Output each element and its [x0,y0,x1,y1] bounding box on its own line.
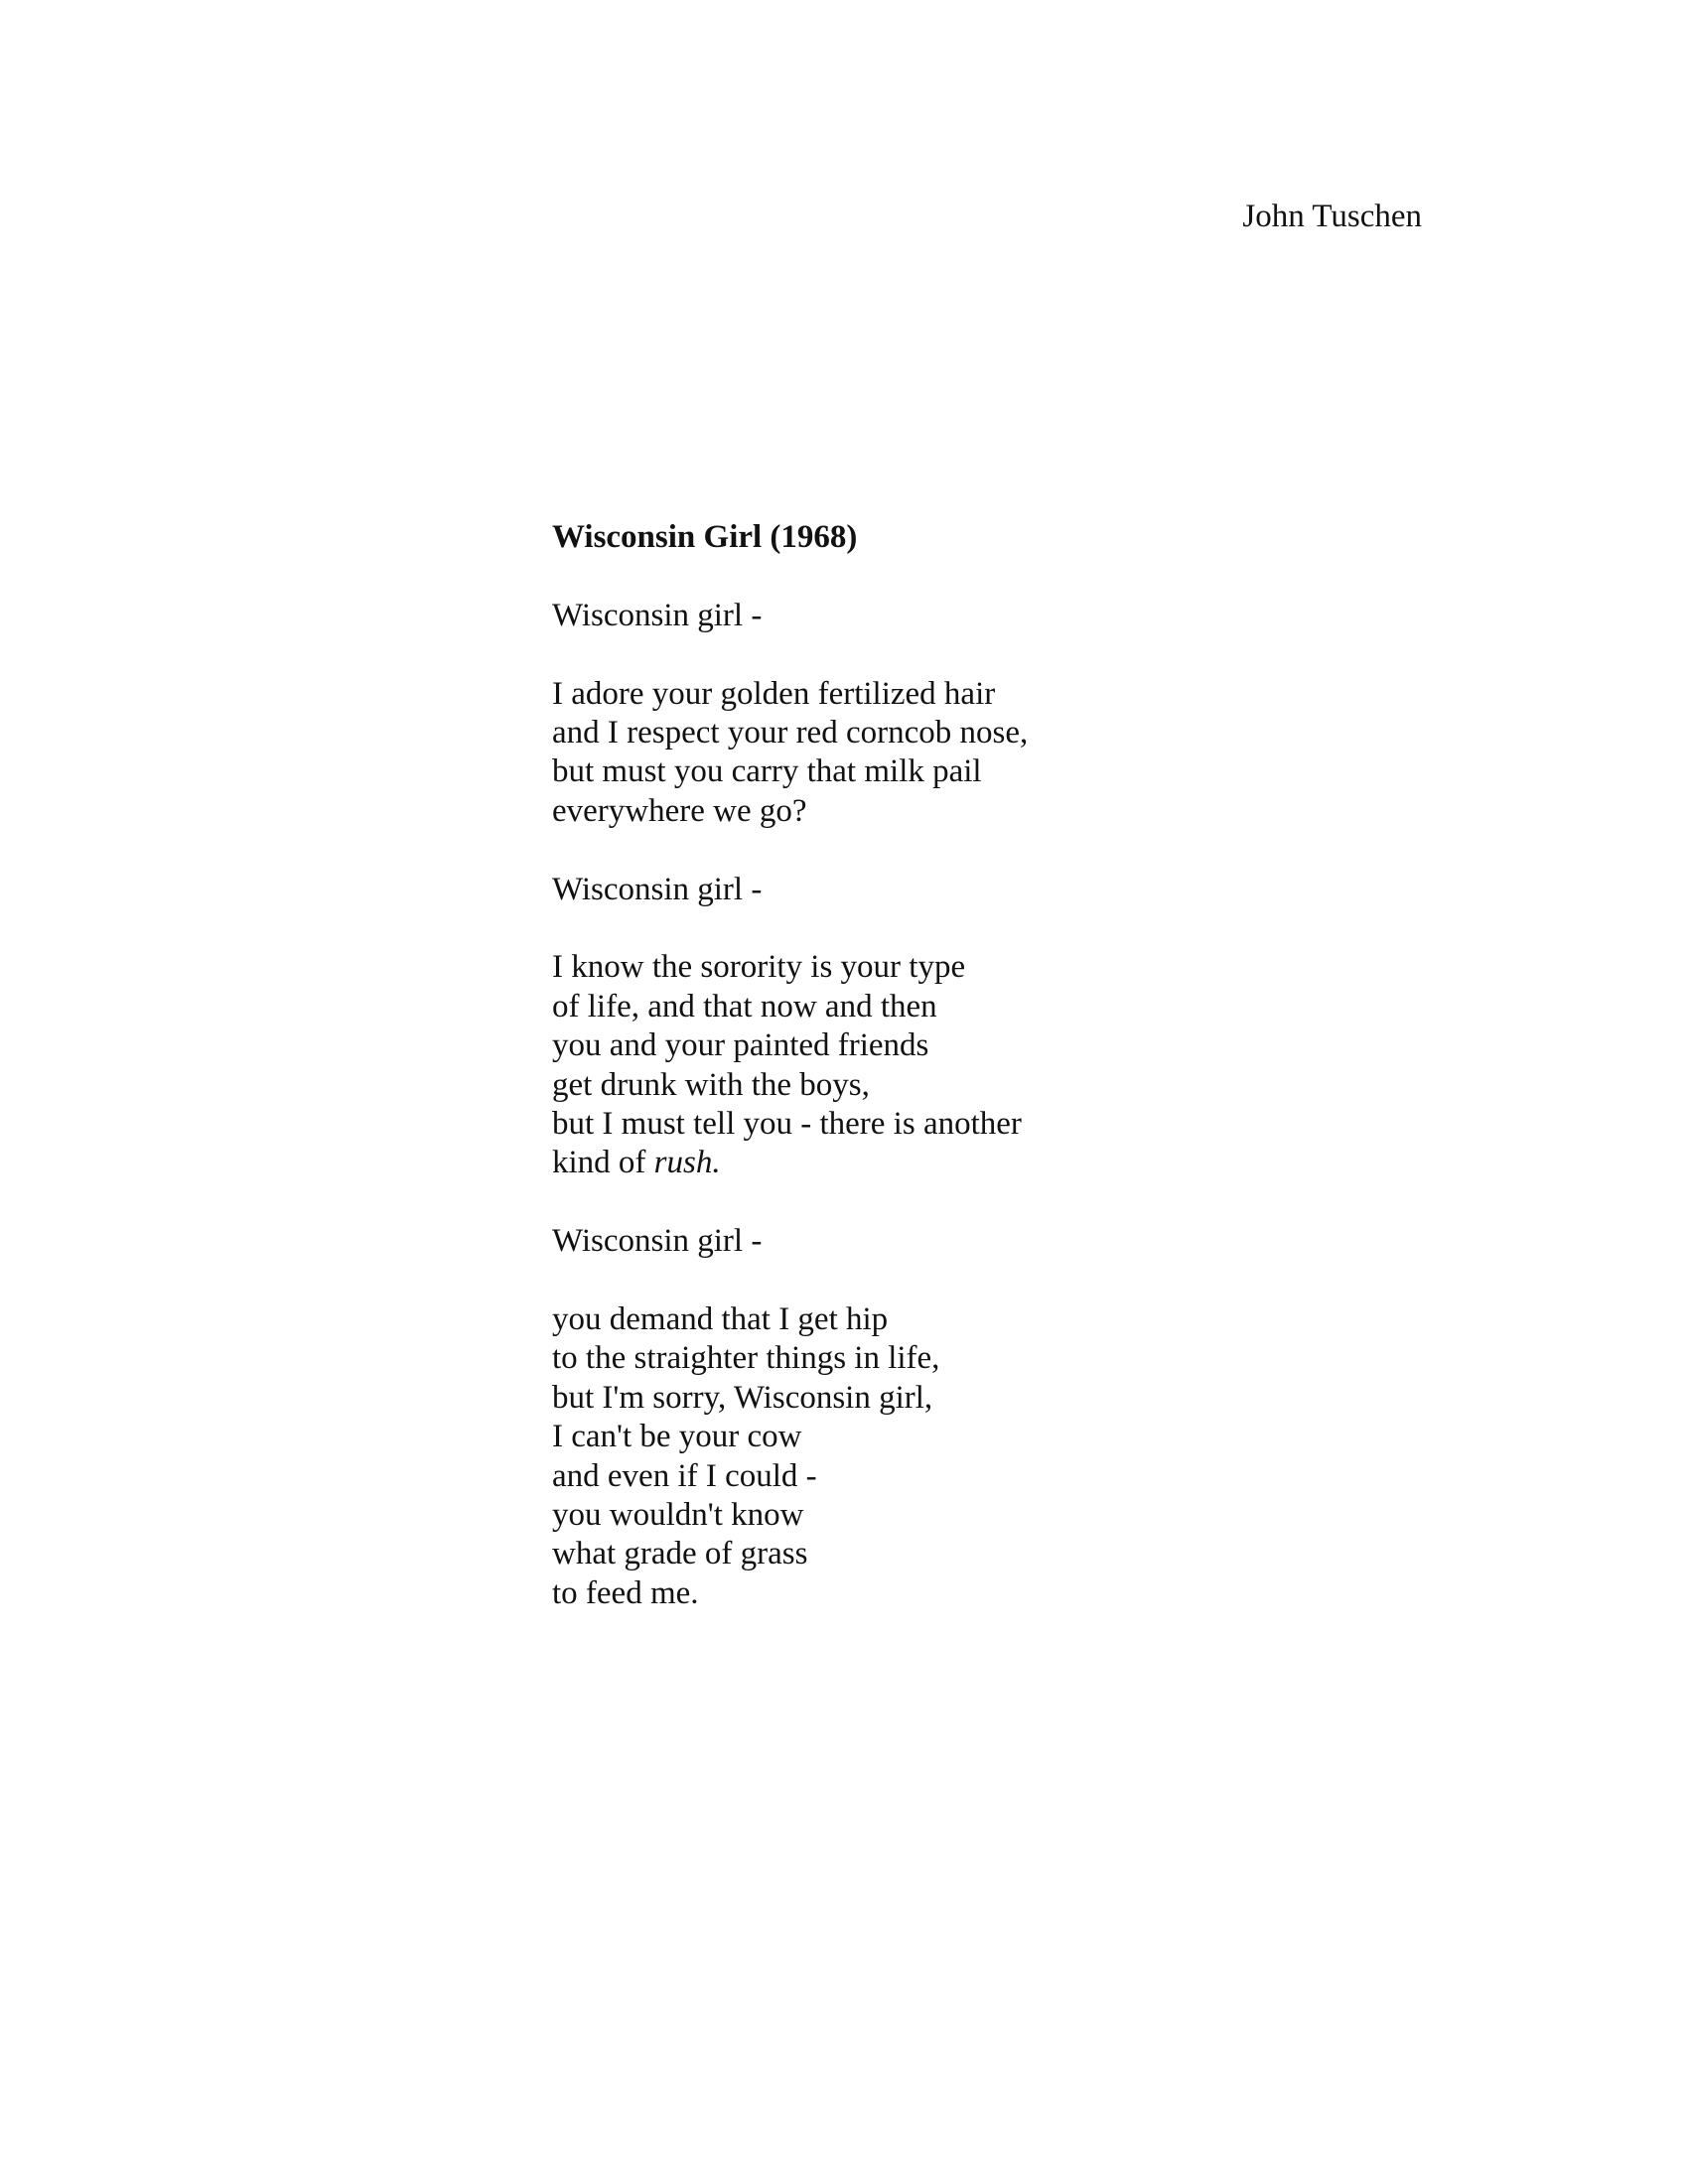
poem-line: everywhere we go? [552,792,807,829]
poem-line: to the straighter things in life, [552,1340,940,1377]
poem-line-prefix: kind of [552,1145,654,1181]
poem-line: you and your painted friends [552,1027,929,1064]
stanza-1 [552,675,1446,832]
poem-line: I adore your golden fertilized hair [552,675,996,712]
poem [552,518,1446,1613]
poem-line: I know the sorority is your type [552,949,966,986]
poem-line: you wouldn't know [552,1497,804,1534]
stanza-break [552,557,1446,596]
poem-line: I can't be your cow [552,1419,802,1455]
italic-word: rush. [653,1145,721,1181]
poem-line: to feed me. [552,1574,699,1611]
stanza-3 [552,1300,1446,1613]
stanza-break [552,831,1446,870]
poem-line: but I must tell you - there is another [552,1106,1022,1143]
refrain-line: Wisconsin girl - [552,597,763,633]
poem-line: you demand that I get hip [552,1301,889,1338]
stanza-break [552,909,1446,948]
refrain-line: Wisconsin girl - [552,871,763,907]
stanza-2 [552,948,1446,1182]
poem-line: and even if I could - [552,1457,817,1494]
poem-line: what grade of grass [552,1536,808,1572]
stanza-break [552,635,1446,674]
refrain-line: Wisconsin girl - [552,1223,763,1260]
poem-line: of life, and that now and then [552,988,937,1024]
poem-line: get drunk with the boys, [552,1066,870,1103]
poem-line: but I'm sorry, Wisconsin girl, [552,1379,933,1416]
poem-title: Wisconsin Girl (1968) [552,519,858,555]
author-name: John Tuschen [1242,199,1422,234]
stanza-break [552,1183,1446,1222]
poem-line: but must you carry that milk pail [552,753,982,790]
poem-line: and I respect your red corncob nose, [552,715,1029,751]
poem-line-mixed [552,1144,1446,1182]
stanza-break [552,1262,1446,1300]
